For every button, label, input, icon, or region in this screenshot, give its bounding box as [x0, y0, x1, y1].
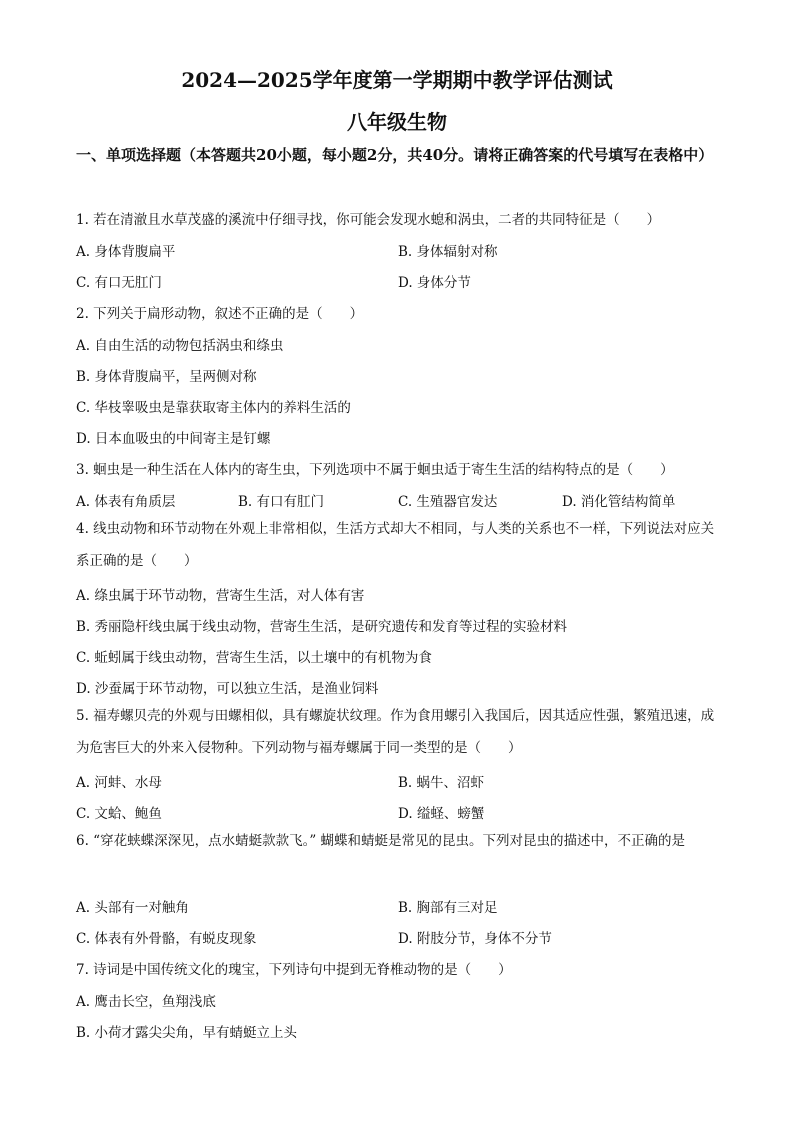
question-3-option-d: D. 消化管结构简单 — [562, 494, 676, 510]
question-4-stem: 4. 线虫动物和环节动物在外观上非常相似，生活方式却大不相同，与人类的关系也不一样，下列说法对应关系正确的是（ ） — [76, 521, 715, 569]
question-4-option-d: D. 沙蚕属于环节动物，可以独立生活，是渔业饲料 — [76, 681, 379, 697]
question-7-stem: 7. 诗词是中国传统文化的瑰宝，下列诗句中提到无脊椎动物的是（ ） — [76, 962, 512, 978]
question-2-option-b: B. 身体背腹扁平，呈两侧对称 — [76, 369, 257, 385]
question-2-stem: 2. 下列关于扁形动物，叙述不正确的是（ ） — [76, 306, 364, 322]
question-7-option-a: A. 鹰击长空，鱼翔浅底 — [76, 994, 216, 1010]
question-7-option-b: B. 小荷才露尖尖角，早有蜻蜓立上头 — [76, 1025, 298, 1041]
question-3-option-b: B. 有口有肛门 — [238, 494, 325, 510]
question-1-option-d: D. 身体分节 — [398, 275, 471, 291]
question-6-option-c: C. 体表有外骨骼，有蜕皮现象 — [76, 931, 257, 947]
question-4-option-b: B. 秀丽隐杆线虫属于线虫动物，营寄生生活，是研究遗传和发育等过程的实验材料 — [76, 619, 568, 635]
question-1-option-a: A. 身体背腹扁平 — [76, 244, 176, 260]
question-2-option-d: D. 日本血吸虫的中间寄主是钉螺 — [76, 431, 271, 447]
question-2-option-a: A. 自由生活的动物包括涡虫和绦虫 — [76, 338, 284, 354]
question-5-stem: 5. 福寿螺贝壳的外观与田螺相似，具有螺旋状纹理。作为食用螺引入我国后，因其适应性强，繁殖迅速，成为危害巨大的外来入侵物种。下列动物与福寿螺属于同一类型的是（ ） — [76, 708, 715, 756]
question-4-option-a: A. 绦虫属于环节动物，营寄生生活，对人体有害 — [76, 588, 365, 604]
question-6-option-a: A. 头部有一对触角 — [76, 900, 189, 916]
question-6-option-d: D. 附肢分节，身体不分节 — [398, 931, 552, 947]
question-3-option-a: A. 体表有角质层 — [76, 494, 176, 510]
question-2-option-c: C. 华枝睾吸虫是靠获取寄主体内的养料生活的 — [76, 400, 351, 416]
question-5-option-c: C. 文蛤、鲍鱼 — [76, 806, 162, 822]
question-5-option-d: D. 缢蛏、螃蟹 — [398, 806, 485, 822]
section-heading: 一、单项选择题（本答题共20小题，每小题2分，共40分。请将正确答案的代号填写在表格中） — [76, 146, 714, 164]
question-1-stem: 1. 若在清澈且水草茂盛的溪流中仔细寻找，你可能会发现水螅和涡虫，二者的共同特征是（ ） — [76, 212, 661, 228]
question-4-option-c: C. 蚯蚓属于线虫动物，营寄生生活，以土壤中的有机物为食 — [76, 650, 432, 666]
question-6-stem: 6. “穿花蛱蝶深深见，点水蜻蜓款款飞。” 蝴蝶和蜻蜓是常见的昆虫。下列对昆虫的描述中，不正确的是 — [76, 833, 686, 849]
exam-subtitle: 八年级生物 — [347, 110, 447, 134]
question-5-option-a: A. 河蚌、水母 — [76, 775, 162, 791]
exam-title: 2024—2025学年度第一学期期中教学评估测试 — [181, 68, 613, 92]
question-1-option-b: B. 身体辐射对称 — [398, 244, 498, 260]
question-6-option-b: B. 胸部有三对足 — [398, 900, 498, 916]
question-5-option-b: B. 蜗牛、沼虾 — [398, 775, 485, 791]
question-3-option-c: C. 生殖器官发达 — [398, 494, 498, 510]
question-1-option-c: C. 有口无肛门 — [76, 275, 162, 291]
question-3-stem: 3. 蛔虫是一种生活在人体内的寄生虫，下列选项中不属于蛔虫适于寄生生活的结构特点的是（ ） — [76, 462, 674, 478]
